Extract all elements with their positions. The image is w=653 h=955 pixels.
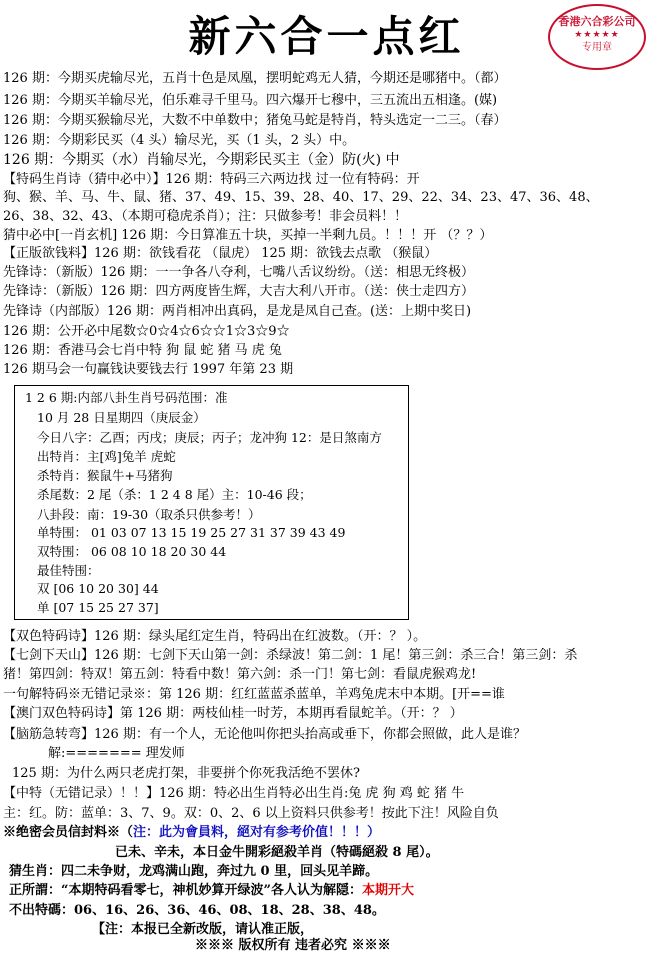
text-line: 【正版欲钱料】126 期：欲钱看花 （鼠虎） 125 期：欲钱去点歌 （猴鼠） bbox=[3, 246, 438, 261]
footer-line: 不出特碼：06、16、26、36、46、08、18、28、38、48。 bbox=[9, 903, 385, 918]
box-line: 八卦段：南：19-30（取杀只供参考！） bbox=[37, 507, 261, 522]
footer-line: 【注：本报已全新改版，请认准正版， bbox=[92, 922, 314, 937]
footer-text: 正所謂：“本期特码看零七，神机妙算开绿波”各人认为解隠： bbox=[9, 883, 362, 898]
text-line: 【脑筋急转弯】126 期：有一个人，无论他叫你把头抬高或垂下，你都会照做，此人是谁？ bbox=[3, 727, 526, 742]
box-line: 1 2 6 期:内部八卦生肖号码范围：准 bbox=[25, 390, 228, 405]
text-line: 125 期：为什么两只老虎打架，非要拼个你死我活绝不罢休? bbox=[12, 766, 360, 781]
text-line: 【澳门双色特码诗】第 126 期：两枝仙桂一时芳，本期再看鼠蛇羊。（开：？ ） bbox=[3, 706, 463, 721]
footer-line: 猜生肖：四二未争财，龙鸡满山跑，奔过九 0 里，回头见羊蹄。 bbox=[9, 864, 379, 879]
members-note: 注：此为會員料，絕对有参考价值！！！） bbox=[133, 825, 381, 840]
forecast-box bbox=[14, 385, 409, 620]
text-line: 26、38、32、43、（本期可稳虎杀肖）；注：只做参考！非会员料！！ bbox=[3, 209, 408, 224]
text-line: 126 期：今期买虎输尽光，五肖十色是凤凰，摆明蛇鸡无人猜，今期还是哪猪中。（都） bbox=[3, 71, 507, 86]
members-prefix: ※绝密会员信封料※（ bbox=[3, 825, 134, 840]
text-line: 【特码生肖诗（猜中必中）】126 期：特码三六两边找 过一位有特码：开 bbox=[3, 172, 420, 187]
box-line: 杀尾数：2 尾（杀：1 2 4 8 尾）主：10-46 段； bbox=[37, 487, 312, 502]
seal-subtext: 专用章 bbox=[582, 42, 612, 53]
footer-line bbox=[9, 883, 414, 899]
text-line: 主：红。防：蓝单：3、7、9。双：0、2、6 以上资料只供参考！按此下注！风险自负 bbox=[3, 806, 499, 821]
text-line: 一句解特码※无错记录※：第 126 期：红红蓝蓝杀蓝单，羊鸡兔虎末中本期。[开==谁 bbox=[3, 687, 505, 702]
page-title: 新六合一点红 bbox=[188, 12, 465, 61]
box-line: 双 [06 10 20 30] 44 bbox=[37, 581, 159, 596]
text-line: 【七剑下天山】126 期：七剑下天山第一剑：杀绿波！第二剑：1 尾！第三剑：杀三合！第三剑：杀 bbox=[3, 648, 578, 663]
copyright-line: ※※※ 版权所有 违者必究 ※※※ bbox=[195, 938, 391, 953]
text-line: 126 期：今期彩民买（4 头）输尽光，买（1 头，2 头）中。 bbox=[3, 133, 356, 148]
text-line: 126 期马会一句赢钱诀要钱去行 1997 年第 23 期 bbox=[3, 362, 294, 377]
text-line: 猪！第四剑：特双！第五剑：特看中数！第六剑：杀一门！第七剑：看鼠虎猴鸡龙! bbox=[3, 667, 477, 682]
footer-line: 已未、辛未，本日金牛開彩絕殺羊肖（特碼絕殺 8 尾）。 bbox=[115, 845, 439, 860]
text-line: 126 期：今期买羊输尽光，伯乐难寻千里马。四六爆开七穆中，三五流出五相逢。(媒) bbox=[3, 93, 498, 108]
text-line: 【中特（无错记录）！！】126 期：特必出生肖特必出生肖:兔 虎 狗 鸡 蛇 猪 牛 bbox=[3, 786, 465, 801]
text-line: 狗、猴、羊、马、牛、鼠、猪、37、49、15、39、28、40、17、29、22、34、23、47、36、48、 bbox=[3, 190, 599, 205]
text-line: 126 期：今期买（水）肖输尽光，今期彩民买主（金）防(火) 中 bbox=[3, 152, 400, 168]
members-line bbox=[3, 825, 380, 841]
box-line: 杀特肖：猴鼠牛+马猪狗 bbox=[37, 468, 173, 483]
text-line: 【双色特码诗】126 期：绿头尾红定生肖，特码出在红波数。（开：？ ）。 bbox=[3, 629, 427, 644]
seal-stars: ★★★★★ bbox=[574, 30, 620, 40]
box-line: 今日八字：乙酉；丙戌；庚辰；丙子；龙冲狗 12：是日煞南方 bbox=[37, 430, 382, 445]
seal-text: 香港六合彩公司 bbox=[558, 15, 636, 28]
text-line: 126 期：今期买猴输尽光，大数不中单数中；猪兔马蛇是特肖，特头选定一二三。（春） bbox=[3, 113, 507, 128]
box-line: 单特围： 01 03 07 13 15 19 25 27 31 37 39 43 49 bbox=[37, 525, 346, 540]
text-line: 猜中必中[一肖玄机] 126 期：今日算准五十块，买掉一半剩九员。！！！开 （？？） bbox=[3, 228, 493, 243]
text-line: 先锋诗：（新版）126 期：一一争各八夺利，七嘴八舌议纷纷。（送：相思无终极） bbox=[3, 265, 474, 280]
text-line: 先锋诗（内部版）126 期：两肖相冲出真码，是龙是凤自己查。(送：上期中奖日) bbox=[3, 304, 472, 319]
text-line: 先锋诗：（新版）126 期：四方两度皆生辉，大吉大利八开市。（送：侠士走四方） bbox=[3, 284, 474, 299]
box-line: 单 [07 15 25 27 37] bbox=[37, 600, 159, 615]
text-line: 126 期：香港马会七肖中特 狗 鼠 蛇 猪 马 虎 兔 bbox=[3, 343, 282, 358]
highlight-text: 本期开大 bbox=[361, 883, 414, 898]
text-line: 解:======= 理发师 bbox=[48, 746, 185, 761]
box-line: 最佳特围： bbox=[37, 563, 100, 578]
text-line: 126 期：公开必中尾数☆0☆4☆6☆☆1☆3☆9☆ bbox=[3, 324, 290, 339]
box-line: 10 月 28 日星期四（庚辰金） bbox=[37, 410, 206, 425]
box-line: 双特围： 06 08 10 18 20 30 44 bbox=[37, 544, 227, 559]
box-line: 出特肖：主[鸡]兔羊 虎蛇 bbox=[37, 449, 176, 464]
company-seal bbox=[548, 4, 646, 70]
